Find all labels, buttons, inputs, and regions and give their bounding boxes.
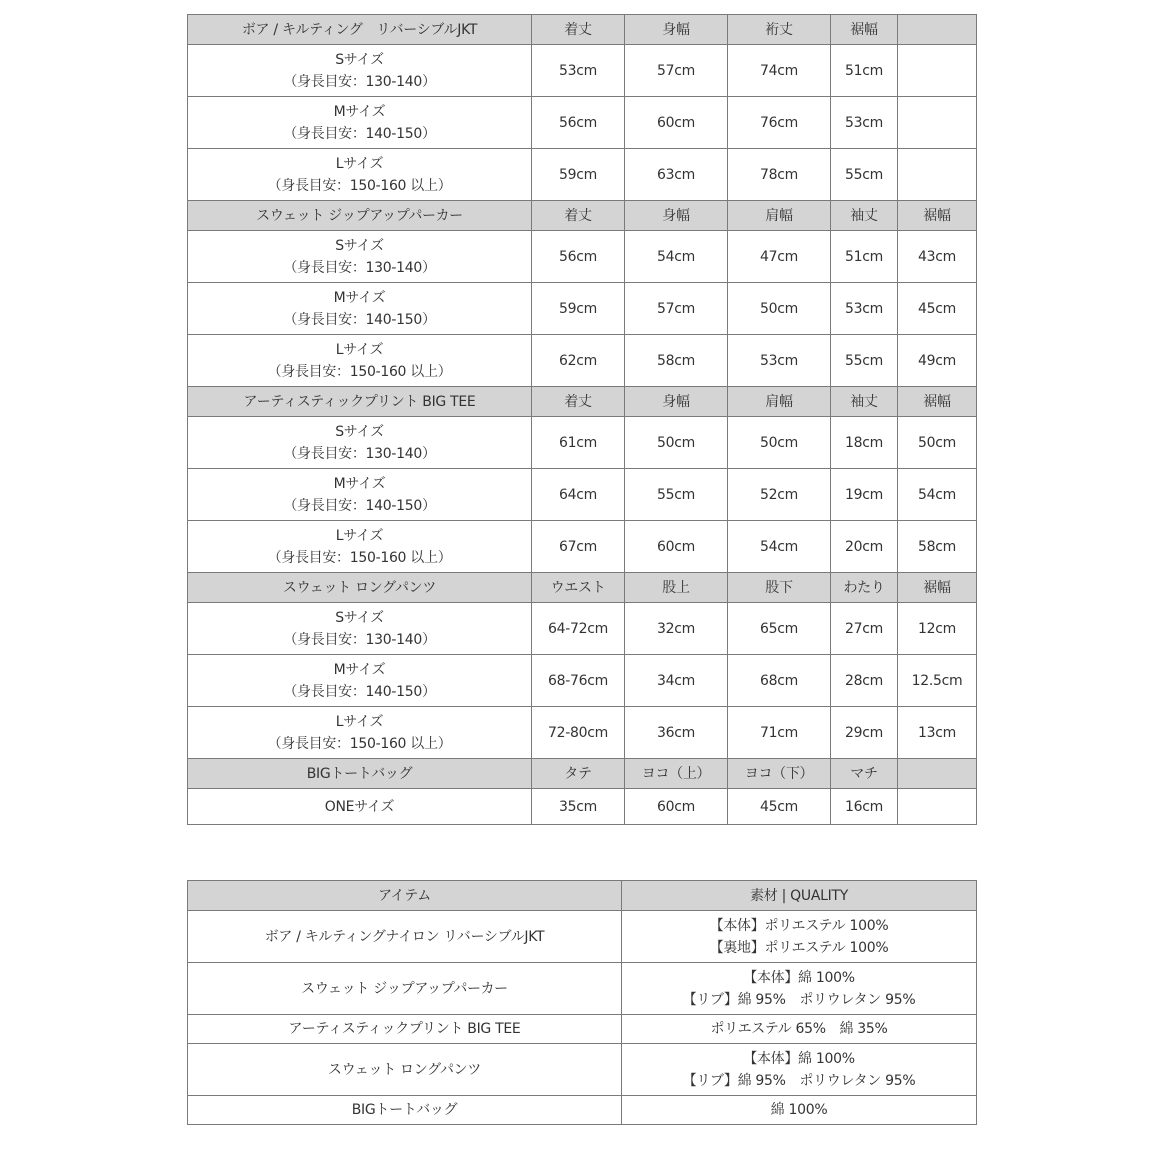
size-label-cell	[188, 521, 532, 573]
measurement-cell: 54cm	[898, 469, 977, 521]
size-row	[188, 283, 977, 335]
material-line: 【裏地】ポリエステル 100%	[709, 939, 889, 956]
material-row	[188, 1015, 977, 1044]
column-header: 肩幅	[728, 201, 831, 231]
measurement-cell: 19cm	[831, 469, 898, 521]
size-label-cell	[188, 335, 532, 387]
measurement-cell: 57cm	[625, 45, 728, 97]
material-cell	[622, 1096, 977, 1125]
material-row	[188, 1044, 977, 1096]
column-header: 裾幅	[898, 201, 977, 231]
measurement-cell: 78cm	[728, 149, 831, 201]
size-label-cell	[188, 655, 532, 707]
section-header-row	[188, 759, 977, 789]
height-guide: （身長目安：150-160 以上）	[267, 177, 452, 194]
size-name: Lサイズ	[335, 341, 384, 358]
column-header: 着丈	[532, 201, 625, 231]
column-header: マチ	[831, 759, 898, 789]
size-row	[188, 97, 977, 149]
height-guide: （身長目安：140-150）	[283, 497, 436, 514]
column-header: 肩幅	[728, 387, 831, 417]
material-cell	[622, 1015, 977, 1044]
size-name: Lサイズ	[335, 713, 384, 730]
measurement-cell	[898, 789, 977, 825]
measurement-cell: 76cm	[728, 97, 831, 149]
height-guide: （身長目安：130-140）	[283, 631, 436, 648]
column-header: 股下	[728, 573, 831, 603]
material-line: 【本体】綿 100%	[743, 1050, 855, 1067]
item-name: BIGトートバッグ	[188, 1096, 622, 1125]
column-header: アイテム	[188, 881, 622, 911]
size-name: Mサイズ	[333, 661, 386, 678]
size-row	[188, 149, 977, 201]
size-label-cell	[188, 97, 532, 149]
size-row	[188, 417, 977, 469]
section-name: ボア / キルティング リバーシブルJKT	[188, 15, 532, 45]
column-header: 裾幅	[831, 15, 898, 45]
measurement-cell: 16cm	[831, 789, 898, 825]
section-name: スウェット ロングパンツ	[188, 573, 532, 603]
measurement-cell: 64-72cm	[532, 603, 625, 655]
measurement-cell: 28cm	[831, 655, 898, 707]
height-guide: （身長目安：130-140）	[283, 445, 436, 462]
measurement-cell: 55cm	[831, 335, 898, 387]
material-line: 【本体】ポリエステル 100%	[709, 917, 889, 934]
section-header-row	[188, 573, 977, 603]
size-name: Mサイズ	[333, 289, 386, 306]
measurement-cell: 54cm	[728, 521, 831, 573]
material-line: 【リブ】綿 95% ポリウレタン 95%	[682, 991, 916, 1008]
measurement-cell: 20cm	[831, 521, 898, 573]
column-header: ヨコ（下）	[728, 759, 831, 789]
size-row	[188, 45, 977, 97]
measurement-cell: 35cm	[532, 789, 625, 825]
measurement-cell: 12cm	[898, 603, 977, 655]
size-label-cell	[188, 231, 532, 283]
measurement-cell: 63cm	[625, 149, 728, 201]
measurement-cell: 54cm	[625, 231, 728, 283]
item-name: ボア / キルティングナイロン リバーシブルJKT	[188, 911, 622, 963]
measurement-cell: 58cm	[898, 521, 977, 573]
measurement-cell: 55cm	[625, 469, 728, 521]
measurement-cell: 34cm	[625, 655, 728, 707]
measurement-cell: 45cm	[898, 283, 977, 335]
size-name: Mサイズ	[333, 475, 386, 492]
material-row	[188, 1096, 977, 1125]
measurement-cell: 32cm	[625, 603, 728, 655]
material-cell	[622, 1044, 977, 1096]
size-chart-table	[187, 14, 977, 825]
section-name: スウェット ジップアップパーカー	[188, 201, 532, 231]
material-line: 【リブ】綿 95% ポリウレタン 95%	[682, 1072, 916, 1089]
measurement-cell: 53cm	[831, 283, 898, 335]
column-header	[898, 15, 977, 45]
measurement-cell: 50cm	[728, 417, 831, 469]
section-name: アーティスティックプリント BIG TEE	[188, 387, 532, 417]
measurement-cell: 52cm	[728, 469, 831, 521]
height-guide: （身長目安：150-160 以上）	[267, 735, 452, 752]
column-header: ヨコ（上）	[625, 759, 728, 789]
height-guide: （身長目安：130-140）	[283, 259, 436, 276]
measurement-cell: 64cm	[532, 469, 625, 521]
measurement-cell	[898, 45, 977, 97]
measurement-cell: 12.5cm	[898, 655, 977, 707]
height-guide: （身長目安：150-160 以上）	[267, 549, 452, 566]
measurement-cell: 67cm	[532, 521, 625, 573]
measurement-cell: 36cm	[625, 707, 728, 759]
material-header-row	[188, 881, 977, 911]
measurement-cell: 62cm	[532, 335, 625, 387]
material-cell	[622, 911, 977, 963]
measurement-cell: 71cm	[728, 707, 831, 759]
measurement-cell: 49cm	[898, 335, 977, 387]
column-header: 身幅	[625, 387, 728, 417]
column-header: 身幅	[625, 201, 728, 231]
column-header: タテ	[532, 759, 625, 789]
measurement-cell: 13cm	[898, 707, 977, 759]
size-row	[188, 335, 977, 387]
measurement-cell: 59cm	[532, 283, 625, 335]
size-name: Sサイズ	[335, 237, 384, 254]
measurement-cell: 68cm	[728, 655, 831, 707]
measurement-cell	[898, 149, 977, 201]
measurement-cell: 27cm	[831, 603, 898, 655]
size-label-cell	[188, 283, 532, 335]
height-guide: （身長目安：130-140）	[283, 73, 436, 90]
measurement-cell: 50cm	[898, 417, 977, 469]
size-label-cell	[188, 469, 532, 521]
item-name: スウェット ロングパンツ	[188, 1044, 622, 1096]
item-name: スウェット ジップアップパーカー	[188, 963, 622, 1015]
column-header: 袖丈	[831, 201, 898, 231]
column-header: 裾幅	[898, 573, 977, 603]
column-header: 着丈	[532, 387, 625, 417]
measurement-cell: 58cm	[625, 335, 728, 387]
measurement-cell: 72-80cm	[532, 707, 625, 759]
height-guide: （身長目安：150-160 以上）	[267, 363, 452, 380]
section-name: BIGトートバッグ	[188, 759, 532, 789]
measurement-cell: 18cm	[831, 417, 898, 469]
measurement-cell: 50cm	[625, 417, 728, 469]
column-header: 股上	[625, 573, 728, 603]
size-row	[188, 521, 977, 573]
material-line: 綿 100%	[770, 1102, 828, 1118]
size-name: Sサイズ	[335, 609, 384, 626]
measurement-cell: 45cm	[728, 789, 831, 825]
measurement-cell: 68-76cm	[532, 655, 625, 707]
measurement-cell: 74cm	[728, 45, 831, 97]
material-row	[188, 963, 977, 1015]
section-header-row	[188, 15, 977, 45]
material-table	[187, 880, 977, 1125]
measurement-cell: 29cm	[831, 707, 898, 759]
measurement-cell: 59cm	[532, 149, 625, 201]
column-header: 身幅	[625, 15, 728, 45]
measurement-cell: 61cm	[532, 417, 625, 469]
measurement-cell	[898, 97, 977, 149]
measurement-cell: 57cm	[625, 283, 728, 335]
size-row	[188, 231, 977, 283]
size-name: Mサイズ	[333, 103, 386, 120]
measurement-cell: 60cm	[625, 789, 728, 825]
height-guide: （身長目安：140-150）	[283, 683, 436, 700]
height-guide: （身長目安：140-150）	[283, 125, 436, 142]
size-label-cell	[188, 417, 532, 469]
size-label-cell	[188, 789, 532, 825]
section-header-row	[188, 387, 977, 417]
size-name: Lサイズ	[335, 155, 384, 172]
column-header	[898, 759, 977, 789]
column-header: ウエスト	[532, 573, 625, 603]
material-cell	[622, 963, 977, 1015]
column-header: 素材 | QUALITY	[622, 881, 977, 911]
measurement-cell: 56cm	[532, 97, 625, 149]
column-header: 裄丈	[728, 15, 831, 45]
size-label-cell	[188, 707, 532, 759]
material-row	[188, 911, 977, 963]
measurement-cell: 47cm	[728, 231, 831, 283]
size-row	[188, 655, 977, 707]
size-label-cell	[188, 149, 532, 201]
column-header: 着丈	[532, 15, 625, 45]
measurement-cell: 51cm	[831, 45, 898, 97]
material-line: 【本体】綿 100%	[743, 969, 855, 986]
measurement-cell: 65cm	[728, 603, 831, 655]
column-header: わたり	[831, 573, 898, 603]
size-name: ONEサイズ	[324, 798, 395, 815]
size-name: Sサイズ	[335, 51, 384, 68]
column-header: 袖丈	[831, 387, 898, 417]
height-guide: （身長目安：140-150）	[283, 311, 436, 328]
size-row	[188, 707, 977, 759]
size-row	[188, 789, 977, 825]
size-row	[188, 469, 977, 521]
item-name: アーティスティックプリント BIG TEE	[188, 1015, 622, 1044]
size-row	[188, 603, 977, 655]
measurement-cell: 43cm	[898, 231, 977, 283]
measurement-cell: 53cm	[728, 335, 831, 387]
size-label-cell	[188, 603, 532, 655]
section-header-row	[188, 201, 977, 231]
measurement-cell: 56cm	[532, 231, 625, 283]
size-name: Sサイズ	[335, 423, 384, 440]
measurement-cell: 51cm	[831, 231, 898, 283]
size-name: Lサイズ	[335, 527, 384, 544]
measurement-cell: 60cm	[625, 97, 728, 149]
measurement-cell: 60cm	[625, 521, 728, 573]
measurement-cell: 50cm	[728, 283, 831, 335]
measurement-cell: 53cm	[831, 97, 898, 149]
size-label-cell	[188, 45, 532, 97]
measurement-cell: 53cm	[532, 45, 625, 97]
column-header: 裾幅	[898, 387, 977, 417]
material-line: ポリエステル 65% 綿 35%	[710, 1021, 888, 1037]
measurement-cell: 55cm	[831, 149, 898, 201]
